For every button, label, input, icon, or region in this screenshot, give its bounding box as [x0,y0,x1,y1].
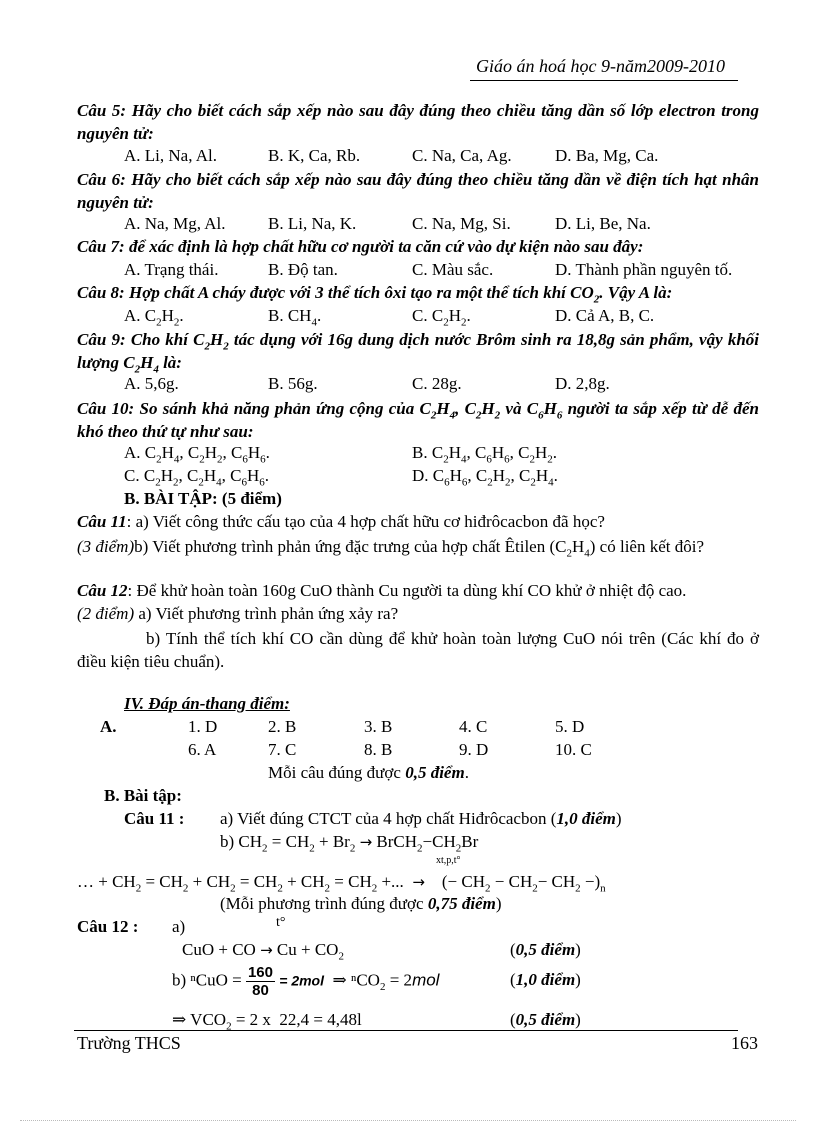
answer-key: 6. A [188,740,217,759]
question-5 [77,99,759,145]
exercise-12-points: (2 điểm) [77,604,135,623]
mole-fraction [246,964,275,999]
answer-12-label: Câu 12 : [77,917,139,936]
answer-11-a-text: a) Viết đúng CTCT của 4 hợp chất Hiđrôcacbon [220,809,547,828]
answer-12-b: b) ⁿCuO = $\frac{160}{80}$ = 2mol ⇒ ⁿCO$_2$ = 2mol [172,964,440,999]
answer-key: 7. C [268,740,297,759]
polymer-note-prefix: (Mỗi phương trình đúng được [220,894,424,913]
exercise-12-a [77,604,398,624]
question-9 [77,328,759,374]
footer-rule [74,1030,738,1031]
exercise-11-label: Câu 11 [77,512,127,531]
answer-11-b: b) $CH_2 = CH_2 + Br_2$ → $BrCH_2-CH_2Br$ [220,832,479,855]
question-7-text: để xác định là hợp chất hữu cơ người ta căn cứ vào dự kiện nào sau đây: [128,237,644,256]
option: A. Li, Na, Al. [124,146,218,165]
answer-key: 9. D [459,740,489,759]
question-9-label: Câu 9: [77,330,126,349]
fraction-numerator: 160 [247,964,273,981]
reaction-condition: xt,p,t° [436,855,461,866]
question-7 [77,237,643,257]
exercise-11-a [77,512,605,532]
answer-12-b-points-value: 1,0 điểm [515,970,576,989]
answer-12-b-result: = 2mol [279,972,324,989]
question-8 [77,283,673,306]
option: D. Thành phần nguyên tố. [555,260,733,279]
option: A. 5,6g. [124,374,179,393]
exercise-12 [77,581,686,601]
per-question-prefix: Mỗi câu đúng được [268,763,401,782]
exercise-12-a-text: a) Viết phương trình phản ứng xảy ra? [138,604,399,623]
per-question-value: 0,5 điểm [405,763,465,782]
exercise-heading: B. BÀI TẬP: (5 điểm) [124,489,282,508]
answer-key: 4. C [459,717,488,736]
exercise-12-label: Câu 12 [77,581,128,600]
exercise-12-b: b) Tính thể tích khí CO cần dùng để khử hoàn toàn lượng CuO nói trên (Các khí đo ở điều kiện tiêu chuẩn). [77,629,759,671]
option: C. Na, Mg, Si. [412,214,511,233]
option: D. 2,8g. [555,374,610,393]
option: D. $C_6H_6$, $C_2H_2$, $C_2H_4$. [412,466,558,489]
fraction-denominator: 80 [252,982,269,999]
question-8-label: Câu 8: [77,283,125,302]
exercise-11-b-text: b) Viết phương trình phản ứng đặc trưng của hợp chất Êtilen $(C_2H_4)$ có liên kết đôi? [134,537,705,560]
answer-key: 1. D [188,717,218,736]
answer-12-equation: CuO + CO → $Cu + CO_2$ [182,940,344,963]
option: B. $C_2H_4$, $C_6H_6$, $C_2H_2$. [412,443,557,466]
option: B. Li, Na, K. [268,214,357,233]
answer-12-eq-points: (0,5 điểm) [510,940,581,959]
option: D. Li, Be, Na. [555,214,651,233]
question-5-label: Câu 5: [77,101,127,120]
option: B. Độ tan. [268,260,338,279]
option: D. Cả A, B, C. [555,306,655,325]
answer-key: 8. B [364,740,393,759]
option: B. K, Ca, Rb. [268,146,361,165]
answer-12-a-label: a) [172,917,186,936]
polymer-note: (Mỗi phương trình đúng được 0,75 điểm) [220,894,502,913]
answer-12-v-points: (0,5 điểm) [510,1010,581,1029]
question-10 [77,397,759,443]
exercise-11-b [77,535,759,558]
answer-12-b-points: (1,0 điểm) [510,970,581,989]
heat-condition: t° [276,915,286,930]
answer-key: 5. D [555,717,585,736]
question-6 [77,168,759,214]
answer-key: 3. B [364,717,393,736]
question-5-text: Hãy cho biết cách sắp xếp nào sau đây đúng theo chiều tăng dần số lớp electron trong nguyên tử: [77,101,759,143]
option: A. Na, Mg, Al. [124,214,226,233]
option: B. 56g. [268,374,318,393]
page-header-title: Giáo án hoá học 9-năm2009-2010 [476,56,725,76]
option: A. Trạng thái. [124,260,219,279]
exercise-11-points: (3 điểm) [77,537,135,556]
exercise-11-a-text: : a) Viết công thức cấu tạo của 4 hợp chất hữu cơ hiđrôcacbon đã học? [126,512,605,531]
option: B. $CH_4$. [268,306,322,329]
question-8-text: Hợp chất A cháy được với 3 thể tích ôxi tạo ra một thể tích khí $CO_2$. Vậy A là: [128,283,673,306]
polymerization-equation: … + $CH_2 = CH_2 + CH_2 = CH_2 + CH_2 = CH_2$ +... → (− $CH_2 - CH_2- CH_2 -)_n$ [77,872,606,895]
answer-12-v-points-value: 0,5 điểm [515,1010,576,1029]
per-question-points: Mỗi câu đúng được 0,5 điểm. [268,763,469,782]
option: D. Ba, Mg, Ca. [555,146,659,165]
answer-11-label: Câu 11 : [124,809,185,828]
question-9-text: Cho khí $C_2H_2$ tác dụng với 16g dung dịch nước Brôm sinh ra 18,8g sản phẩm, vậy khối lượng $C_2H_4$ là: [77,330,759,376]
answer-key: 10. C [555,740,592,759]
question-7-label: Câu 7: [77,237,125,256]
option: A. $C_2H_4$, $C_2H_2$, $C_6H_6$. [124,443,270,466]
option: C. $C_2H_2$. [412,306,471,329]
answers-part-b-heading: B. Bài tập: [104,786,182,805]
option: C. 28g. [412,374,462,393]
answer-12-volume: ⇒ $VCO_2 = 2$ x 22,4 = 4,48l [172,1010,362,1033]
question-6-text: Hãy cho biết cách sắp xếp nào sau đây đúng theo chiều tăng dần về điện tích hạt nhân nguyên tử: [77,170,759,212]
polymer-note-points: 0,75 điểm [427,894,496,913]
answer-11-a-points: 1,0 điểm [556,809,616,828]
question-6-label: Câu 6: [77,170,126,189]
answers-part-a-label: A. [100,717,117,736]
footer-school: Trường THCS [77,1033,181,1053]
answer-12-eq-points-value: 0,5 điểm [515,940,576,959]
answers-heading: IV. Đáp án-thang điểm: [124,694,290,713]
option: C. $C_2H_2$, $C_2H_4$, $C_6H_6$. [124,466,269,489]
question-10-text: So sánh khả năng phản ứng cộng của $C_2H_4$, $C_2H_2$ và $C_6H_6$ người ta sắp xếp từ dễ đến khó theo thứ tự như sau: [77,399,759,441]
option: C. Màu sắc. [412,260,494,279]
answer-12-b-prefix: b) ⁿCuO = [172,970,242,990]
footer-page-number: 163 [731,1033,758,1053]
question-10-label: Câu 10: [77,399,135,418]
option: A. $C_2H_2$. [124,306,184,329]
answer-11-a: a) Viết đúng CTCT của 4 hợp chất Hiđrôcacbon (1,0 điểm) [220,809,622,828]
header-rule [470,80,738,81]
option: C. Na, Ca, Ag. [412,146,512,165]
exercise-12-text: : Để khử hoàn toàn 160g CuO thành Cu người ta dùng khí CO khử ở nhiệt độ cao. [127,581,687,600]
answer-key: 2. B [268,717,297,736]
page-bottom-edge [20,1120,796,1121]
